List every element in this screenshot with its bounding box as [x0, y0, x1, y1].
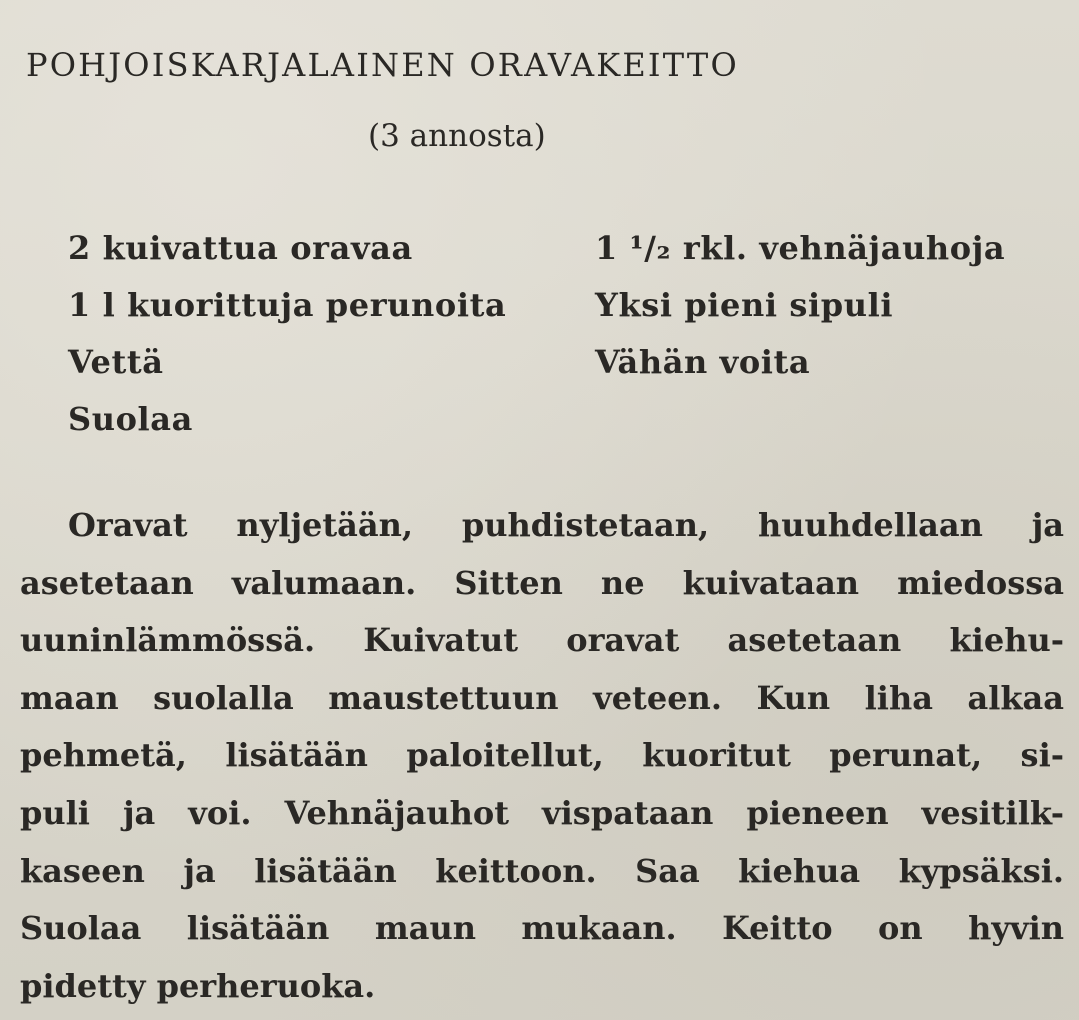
instruction-line: pehmetä, lisätään paloitellut, kuoritut perunat, si-: [20, 736, 1064, 775]
instruction-line: uuninlämmössä. Kuivatut oravat asetetaan kiehu-: [20, 621, 1064, 660]
instruction-line: Oravat nyljetään, puhdistetaan, huuhdellaan ja: [68, 506, 1064, 544]
ingredient-item: Suolaa: [68, 400, 193, 438]
ingredient-item: 2 kuivattua oravaa: [68, 229, 413, 267]
ingredient-item: 1 ¹/₂ rkl. vehnäjauhoja: [595, 229, 1006, 267]
ingredient-item: Vähän voita: [595, 343, 811, 381]
recipe-instructions: [20, 497, 1064, 1015]
instruction-line: Suolaa lisätään maun mukaan. Keitto on hyvin: [20, 909, 1064, 948]
instruction-line: maan suolalla maustettuun veteen. Kun liha alkaa: [20, 678, 1064, 717]
instruction-line: asetetaan valumaan. Sitten ne kuivataan miedossa: [20, 563, 1064, 602]
ingredient-column-left: [68, 220, 506, 448]
ingredient-item: 1 l kuorittuja perunoita: [68, 286, 507, 324]
instruction-line: kaseen ja lisätään keittoon. Saa kiehua kypsäksi.: [20, 851, 1064, 890]
recipe-title: POHJOISKARJALAINEN ORAVAKEITTO: [26, 46, 739, 84]
instruction-line: pidetty perheruoka.: [20, 966, 376, 1005]
ingredient-item: Vettä: [68, 343, 164, 381]
ingredient-item: Yksi pieni sipuli: [595, 286, 894, 324]
recipe-servings: (3 annosta): [368, 118, 546, 154]
instruction-line: puli ja voi. Vehnäjauhot vispataan pieneen vesitilk-: [20, 793, 1064, 832]
ingredient-column-right: [595, 220, 1005, 391]
